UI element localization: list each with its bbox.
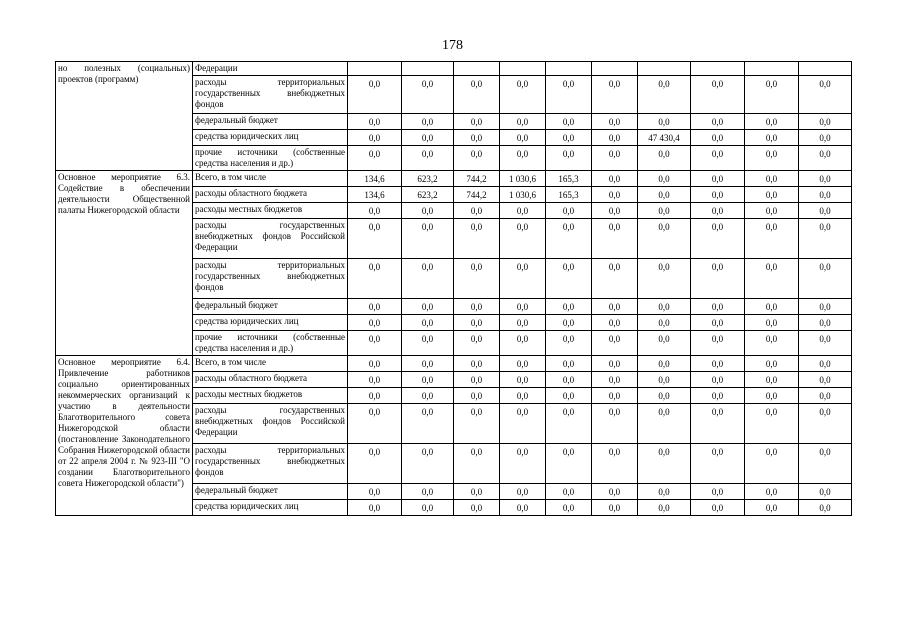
value-cell: 0,0 xyxy=(402,388,454,404)
value-cell: 0,0 xyxy=(638,388,691,404)
value-cell: 0,0 xyxy=(691,219,745,259)
value-cell: 1 030,6 xyxy=(500,187,546,203)
value-cell: 0,0 xyxy=(745,356,799,372)
value-cell: 0,0 xyxy=(592,331,638,356)
value-cell: 0,0 xyxy=(799,356,852,372)
value-cell: 0,0 xyxy=(348,76,402,114)
value-cell: 0,0 xyxy=(745,203,799,219)
value-cell: 0,0 xyxy=(691,171,745,187)
value-cell: 0,0 xyxy=(799,130,852,146)
value-cell: 0,0 xyxy=(799,388,852,404)
funding-source-cell: расходы территориальных государственных внебюджетных фондов xyxy=(193,76,348,114)
value-cell: 0,0 xyxy=(454,331,500,356)
value-cell: 0,0 xyxy=(546,259,592,299)
value-cell: 0,0 xyxy=(348,388,402,404)
event-cell: Основное мероприятие 6.4. Привлечение работников социально ориентированных некоммерческих организаций к участию в деятельности Благотворительного совета Нижегородской области (постановление Законодательного Собрания Нижегородской области от 22 апреля 2004 г. № 923-III "О создании Благотворительного совета Нижегородской области") xyxy=(56,356,193,516)
value-cell: 0,0 xyxy=(799,444,852,484)
value-cell: 0,0 xyxy=(638,259,691,299)
value-cell: 0,0 xyxy=(691,372,745,388)
value-cell: 0,0 xyxy=(638,146,691,171)
value-cell: 0,0 xyxy=(454,259,500,299)
funding-source-cell: расходы территориальных государственных внебюджетных фондов xyxy=(193,444,348,484)
value-cell: 0,0 xyxy=(799,114,852,130)
funding-source-cell: Федерации xyxy=(193,62,348,76)
funding-source-cell: средства юридических лиц xyxy=(193,315,348,331)
value-cell: 0,0 xyxy=(592,444,638,484)
value-cell: 0,0 xyxy=(454,372,500,388)
value-cell: 0,0 xyxy=(638,331,691,356)
value-cell: 0,0 xyxy=(500,484,546,500)
value-cell: 0,0 xyxy=(348,404,402,444)
value-cell: 0,0 xyxy=(546,315,592,331)
value-cell: 0,0 xyxy=(546,130,592,146)
value-cell: 0,0 xyxy=(592,203,638,219)
value-cell: 0,0 xyxy=(454,76,500,114)
value-cell: 0,0 xyxy=(402,130,454,146)
value-cell: 0,0 xyxy=(402,331,454,356)
value-cell: 0,0 xyxy=(745,404,799,444)
value-cell: 0,0 xyxy=(454,388,500,404)
value-cell: 165,3 xyxy=(546,187,592,203)
value-cell: 0,0 xyxy=(546,372,592,388)
value-cell: 0,0 xyxy=(592,130,638,146)
value-cell: 0,0 xyxy=(500,130,546,146)
value-cell: 0,0 xyxy=(638,114,691,130)
value-cell: 0,0 xyxy=(402,219,454,259)
value-cell: 0,0 xyxy=(745,130,799,146)
value-cell: 0,0 xyxy=(402,444,454,484)
funding-source-cell: средства юридических лиц xyxy=(193,500,348,516)
value-cell: 0,0 xyxy=(592,114,638,130)
value-cell: 0,0 xyxy=(500,356,546,372)
value-cell xyxy=(592,62,638,76)
value-cell: 0,0 xyxy=(638,372,691,388)
value-cell: 0,0 xyxy=(691,444,745,484)
value-cell: 0,0 xyxy=(745,372,799,388)
value-cell xyxy=(500,62,546,76)
value-cell xyxy=(745,62,799,76)
value-cell: 0,0 xyxy=(799,500,852,516)
value-cell: 0,0 xyxy=(691,203,745,219)
value-cell: 0,0 xyxy=(691,331,745,356)
value-cell: 0,0 xyxy=(348,259,402,299)
value-cell: 0,0 xyxy=(592,299,638,315)
value-cell: 1 030,6 xyxy=(500,171,546,187)
value-cell: 0,0 xyxy=(348,114,402,130)
value-cell: 0,0 xyxy=(799,76,852,114)
funding-source-cell: расходы государственных внебюджетных фондов Российской Федерации xyxy=(193,219,348,259)
value-cell: 0,0 xyxy=(745,500,799,516)
value-cell: 0,0 xyxy=(799,146,852,171)
value-cell: 0,0 xyxy=(691,146,745,171)
value-cell: 47 430,4 xyxy=(638,130,691,146)
value-cell: 0,0 xyxy=(799,203,852,219)
funding-source-cell: расходы государственных внебюджетных фондов Российской Федерации xyxy=(193,404,348,444)
value-cell: 0,0 xyxy=(638,299,691,315)
value-cell: 0,0 xyxy=(348,331,402,356)
value-cell: 0,0 xyxy=(454,444,500,484)
value-cell: 0,0 xyxy=(799,219,852,259)
value-cell: 0,0 xyxy=(402,372,454,388)
value-cell: 0,0 xyxy=(691,130,745,146)
funding-source-cell: средства юридических лиц xyxy=(193,130,348,146)
value-cell: 0,0 xyxy=(454,315,500,331)
value-cell xyxy=(454,62,500,76)
table-row xyxy=(56,171,852,187)
funding-table xyxy=(55,61,852,516)
value-cell: 0,0 xyxy=(348,444,402,484)
value-cell: 0,0 xyxy=(454,484,500,500)
value-cell: 0,0 xyxy=(592,187,638,203)
value-cell: 0,0 xyxy=(546,484,592,500)
value-cell xyxy=(402,62,454,76)
value-cell: 0,0 xyxy=(546,356,592,372)
value-cell: 0,0 xyxy=(745,484,799,500)
value-cell: 0,0 xyxy=(546,76,592,114)
value-cell: 0,0 xyxy=(592,315,638,331)
value-cell: 0,0 xyxy=(546,404,592,444)
funding-source-cell: прочие источники (собственные средства населения и др.) xyxy=(193,331,348,356)
value-cell: 0,0 xyxy=(500,146,546,171)
funding-source-cell: Всего, в том числе xyxy=(193,171,348,187)
value-cell: 0,0 xyxy=(799,259,852,299)
event-cell: но полезных (социальных) проектов (программ) xyxy=(56,62,193,171)
value-cell: 0,0 xyxy=(546,299,592,315)
event-cell: Основное мероприятие 6.3. Содействие в обеспечении деятельности Общественной палаты Нижегородской области xyxy=(56,171,193,356)
value-cell: 0,0 xyxy=(348,299,402,315)
value-cell: 0,0 xyxy=(745,76,799,114)
value-cell: 0,0 xyxy=(348,372,402,388)
value-cell: 0,0 xyxy=(592,146,638,171)
value-cell: 0,0 xyxy=(402,259,454,299)
value-cell: 0,0 xyxy=(500,372,546,388)
value-cell: 0,0 xyxy=(454,356,500,372)
value-cell: 0,0 xyxy=(745,444,799,484)
value-cell: 0,0 xyxy=(454,299,500,315)
value-cell: 134,6 xyxy=(348,171,402,187)
value-cell: 0,0 xyxy=(500,404,546,444)
funding-source-cell: расходы местных бюджетов xyxy=(193,203,348,219)
value-cell: 0,0 xyxy=(799,331,852,356)
value-cell: 0,0 xyxy=(546,388,592,404)
value-cell: 0,0 xyxy=(638,404,691,444)
funding-source-cell: расходы областного бюджета xyxy=(193,187,348,203)
value-cell: 0,0 xyxy=(348,484,402,500)
value-cell: 0,0 xyxy=(592,404,638,444)
value-cell: 0,0 xyxy=(691,76,745,114)
value-cell: 0,0 xyxy=(691,187,745,203)
value-cell: 0,0 xyxy=(500,219,546,259)
value-cell: 0,0 xyxy=(799,372,852,388)
value-cell: 0,0 xyxy=(402,114,454,130)
value-cell: 0,0 xyxy=(546,444,592,484)
value-cell: 0,0 xyxy=(592,356,638,372)
page-number: 178 xyxy=(442,38,463,53)
value-cell: 0,0 xyxy=(402,203,454,219)
value-cell: 0,0 xyxy=(500,203,546,219)
value-cell xyxy=(799,62,852,76)
value-cell: 744,2 xyxy=(454,171,500,187)
table-row xyxy=(56,62,852,76)
value-cell: 0,0 xyxy=(592,372,638,388)
value-cell xyxy=(546,62,592,76)
value-cell: 0,0 xyxy=(745,388,799,404)
funding-source-cell: расходы территориальных государственных внебюджетных фондов xyxy=(193,259,348,299)
value-cell: 0,0 xyxy=(454,500,500,516)
value-cell: 165,3 xyxy=(546,171,592,187)
value-cell: 0,0 xyxy=(592,171,638,187)
value-cell: 0,0 xyxy=(745,331,799,356)
value-cell: 0,0 xyxy=(402,500,454,516)
value-cell: 0,0 xyxy=(745,146,799,171)
funding-source-cell: расходы областного бюджета xyxy=(193,372,348,388)
value-cell: 0,0 xyxy=(500,444,546,484)
value-cell: 0,0 xyxy=(638,500,691,516)
value-cell: 0,0 xyxy=(799,171,852,187)
value-cell: 0,0 xyxy=(546,203,592,219)
value-cell: 0,0 xyxy=(546,146,592,171)
value-cell: 0,0 xyxy=(500,299,546,315)
funding-source-cell: прочие источники (собственные средства населения и др.) xyxy=(193,146,348,171)
value-cell: 0,0 xyxy=(402,484,454,500)
value-cell xyxy=(691,62,745,76)
value-cell: 0,0 xyxy=(592,500,638,516)
value-cell: 0,0 xyxy=(592,219,638,259)
value-cell: 0,0 xyxy=(745,114,799,130)
value-cell: 0,0 xyxy=(691,356,745,372)
value-cell: 0,0 xyxy=(638,444,691,484)
value-cell: 0,0 xyxy=(691,114,745,130)
value-cell: 0,0 xyxy=(500,500,546,516)
value-cell: 0,0 xyxy=(691,404,745,444)
value-cell: 0,0 xyxy=(638,187,691,203)
value-cell: 0,0 xyxy=(402,356,454,372)
value-cell: 0,0 xyxy=(454,219,500,259)
value-cell: 0,0 xyxy=(348,219,402,259)
value-cell: 0,0 xyxy=(691,500,745,516)
value-cell: 0,0 xyxy=(691,259,745,299)
value-cell: 0,0 xyxy=(500,76,546,114)
value-cell: 623,2 xyxy=(402,187,454,203)
value-cell: 0,0 xyxy=(799,187,852,203)
value-cell: 0,0 xyxy=(638,219,691,259)
value-cell: 0,0 xyxy=(638,203,691,219)
value-cell: 0,0 xyxy=(592,484,638,500)
value-cell: 0,0 xyxy=(691,388,745,404)
value-cell: 0,0 xyxy=(691,299,745,315)
value-cell: 0,0 xyxy=(691,315,745,331)
value-cell: 0,0 xyxy=(348,130,402,146)
table-row xyxy=(56,356,852,372)
value-cell: 0,0 xyxy=(546,114,592,130)
value-cell: 0,0 xyxy=(546,219,592,259)
funding-source-cell: федеральный бюджет xyxy=(193,299,348,315)
value-cell: 0,0 xyxy=(500,315,546,331)
value-cell: 0,0 xyxy=(402,315,454,331)
value-cell: 0,0 xyxy=(745,299,799,315)
value-cell: 0,0 xyxy=(638,356,691,372)
value-cell: 0,0 xyxy=(454,146,500,171)
value-cell: 0,0 xyxy=(745,171,799,187)
value-cell: 744,2 xyxy=(454,187,500,203)
value-cell: 0,0 xyxy=(799,404,852,444)
funding-source-cell: Всего, в том числе xyxy=(193,356,348,372)
value-cell: 0,0 xyxy=(546,331,592,356)
value-cell: 0,0 xyxy=(402,299,454,315)
value-cell: 0,0 xyxy=(454,114,500,130)
value-cell: 0,0 xyxy=(638,76,691,114)
value-cell: 0,0 xyxy=(745,315,799,331)
value-cell: 0,0 xyxy=(638,171,691,187)
funding-source-cell: федеральный бюджет xyxy=(193,114,348,130)
value-cell: 0,0 xyxy=(799,484,852,500)
value-cell xyxy=(348,62,402,76)
funding-source-cell: расходы местных бюджетов xyxy=(193,388,348,404)
value-cell: 0,0 xyxy=(745,187,799,203)
value-cell: 0,0 xyxy=(402,404,454,444)
value-cell: 0,0 xyxy=(745,259,799,299)
value-cell: 0,0 xyxy=(500,114,546,130)
value-cell: 0,0 xyxy=(402,76,454,114)
funding-source-cell: федеральный бюджет xyxy=(193,484,348,500)
value-cell xyxy=(638,62,691,76)
value-cell: 134,6 xyxy=(348,187,402,203)
value-cell: 0,0 xyxy=(745,219,799,259)
value-cell: 0,0 xyxy=(348,146,402,171)
value-cell: 0,0 xyxy=(691,484,745,500)
value-cell: 0,0 xyxy=(638,315,691,331)
value-cell: 0,0 xyxy=(454,404,500,444)
value-cell: 0,0 xyxy=(500,259,546,299)
value-cell: 0,0 xyxy=(546,500,592,516)
value-cell: 0,0 xyxy=(348,203,402,219)
value-cell: 0,0 xyxy=(348,315,402,331)
value-cell: 0,0 xyxy=(638,484,691,500)
value-cell: 623,2 xyxy=(402,171,454,187)
value-cell: 0,0 xyxy=(500,331,546,356)
value-cell: 0,0 xyxy=(799,315,852,331)
value-cell: 0,0 xyxy=(402,146,454,171)
value-cell: 0,0 xyxy=(799,299,852,315)
value-cell: 0,0 xyxy=(348,500,402,516)
value-cell: 0,0 xyxy=(592,259,638,299)
value-cell: 0,0 xyxy=(592,76,638,114)
value-cell: 0,0 xyxy=(592,388,638,404)
value-cell: 0,0 xyxy=(454,130,500,146)
value-cell: 0,0 xyxy=(454,203,500,219)
value-cell: 0,0 xyxy=(348,356,402,372)
value-cell: 0,0 xyxy=(500,388,546,404)
